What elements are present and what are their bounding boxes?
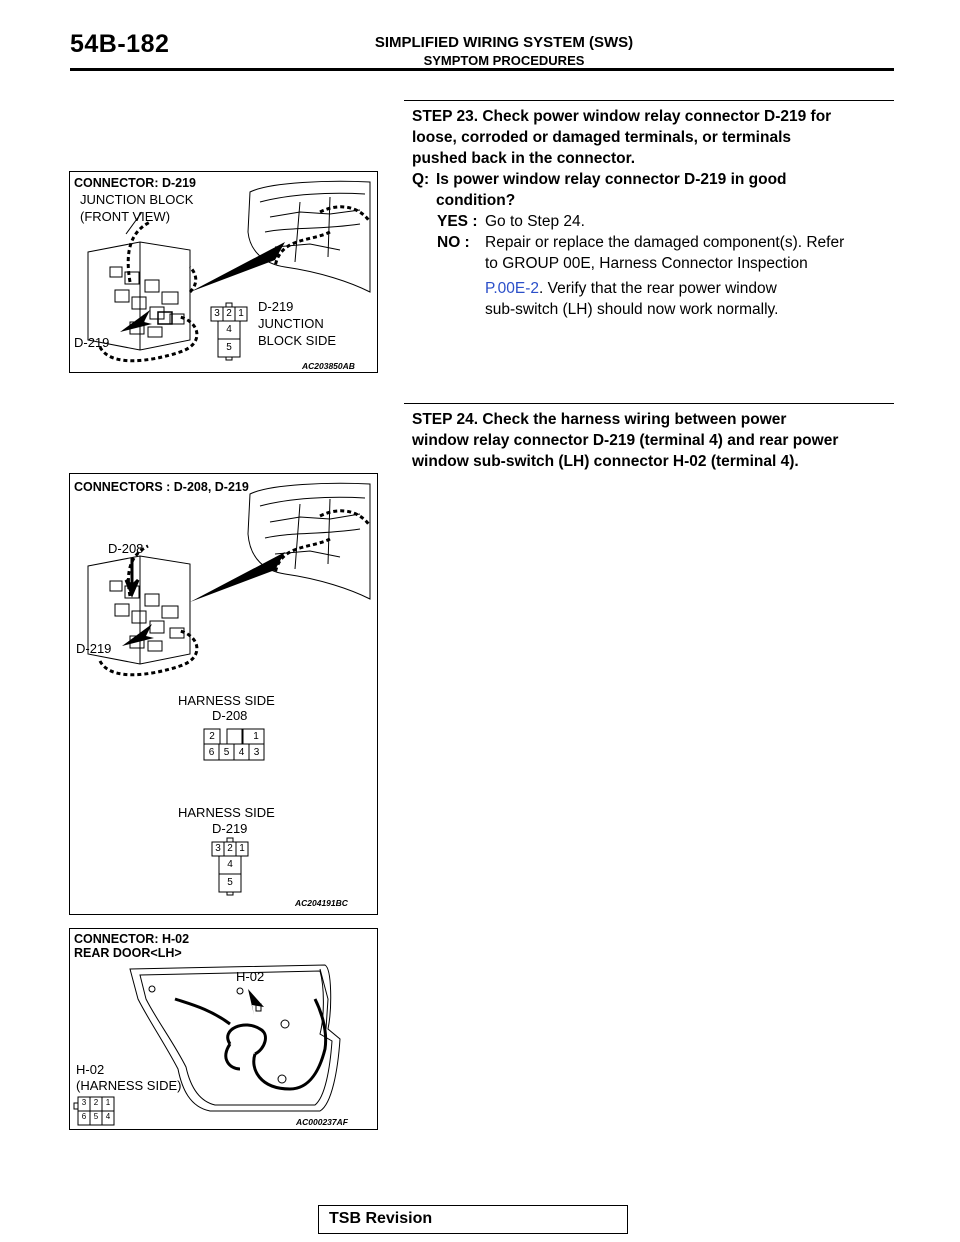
fig1-pin: 3 (214, 308, 220, 319)
tsb-revision-box (318, 1205, 628, 1234)
no-text: Repair or replace the damaged component(s). Refer to GROUP 00E, Harness Connector Inspection P.00E-2. Verify that the rear power window sub-switch (LH) should now work normally. (485, 234, 845, 318)
fig1-code: AC203850AB (302, 361, 355, 371)
fig2-harness1-a: HARNESS SIDE (178, 693, 275, 708)
fig1-title: CONNECTOR: D-219 (74, 176, 197, 190)
d219-pin: 4 (227, 859, 233, 870)
fig2-label-d219: D-219 (76, 641, 112, 656)
h02-pin: 4 (105, 1112, 111, 1121)
no-label: NO : (437, 234, 470, 251)
fig3-code: AC000237AF (296, 1117, 348, 1127)
fig3-title: CONNECTOR: H-02 (74, 932, 190, 946)
fig2-harness1-b: D-208 (212, 708, 248, 723)
step24-rule (404, 403, 894, 404)
d208-pin: 3 (253, 747, 260, 758)
d208-pin: 4 (238, 747, 245, 758)
d219-pin: 1 (239, 843, 245, 854)
tsb-revision-label: TSB Revision (329, 1210, 433, 1227)
d219-pin: 2 (227, 843, 233, 854)
fig1-side-3: BLOCK SIDE (258, 333, 337, 348)
fig2-label-d208: D-208 (108, 541, 144, 556)
figure-connectors-d208-d219 (69, 473, 378, 915)
step23-heading: STEP 23. Check power window relay connector D-219 for loose, corroded or damaged terminals, or terminals pushed back in the connector. (412, 108, 832, 167)
step23-rule (404, 100, 894, 101)
d208-pin: 6 (208, 747, 215, 758)
fig1-pin: 4 (226, 324, 232, 335)
d219-pin: 5 (227, 877, 233, 888)
fig2-harness2-b: D-219 (212, 821, 248, 836)
section-title: SIMPLIFIED WIRING SYSTEM (SWS) (374, 34, 634, 51)
fig1-pin: 5 (226, 342, 232, 353)
h02-pin: 3 (81, 1098, 87, 1107)
d208-pin: 2 (209, 731, 215, 742)
fig1-side-2: JUNCTION (258, 316, 324, 331)
step23-question: Is power window relay connector D-219 in good condition? (436, 171, 787, 209)
fig1-side-1: D-219 (258, 299, 294, 314)
section-subtitle: SYMPTOM PROCEDURES (423, 53, 585, 68)
fig2-harness2-a: HARNESS SIDE (178, 805, 275, 820)
figure-connector-d219 (69, 171, 378, 373)
fig1-pin: 1 (238, 308, 244, 319)
fig3-label-h02: H-02 (236, 969, 265, 984)
d208-pin: 1 (253, 731, 259, 742)
header-rule (70, 68, 894, 71)
page-number: 54B-182 (70, 30, 170, 58)
fig1-label-a: JUNCTION BLOCK (80, 192, 194, 207)
yes-text: Go to Step 24. (485, 213, 585, 230)
fig2-code: AC204191BC (295, 898, 348, 908)
d208-pin: 5 (223, 747, 230, 758)
figure-connector-h02 (69, 928, 378, 1130)
fig1-label-b: (FRONT VIEW) (80, 209, 171, 224)
yes-label: YES : (437, 213, 478, 230)
h02-pin: 2 (93, 1098, 99, 1107)
fig3-label-h02b: H-02 (76, 1062, 105, 1077)
fig3-label-harness: (HARNESS SIDE) (76, 1078, 182, 1093)
group-00e-link[interactable]: P.00E-2 (485, 280, 540, 297)
fig1-pin: 2 (226, 308, 232, 319)
fig1-label-d219: D-219 (74, 335, 110, 350)
step23-question-prefix: Q: (412, 171, 430, 188)
fig3-subtitle: REAR DOOR<LH> (74, 946, 182, 960)
fig2-title: CONNECTORS : D-208, D-219 (74, 480, 249, 494)
h02-pin: 1 (105, 1098, 111, 1107)
h02-pin: 6 (81, 1112, 87, 1121)
d219-pin: 3 (215, 843, 221, 854)
step24-heading: STEP 24. Check the harness wiring between power window relay connector D-219 (terminal 4) and rear power window sub-switch (LH) connector H-02 (terminal 4). (412, 411, 839, 470)
h02-pin: 5 (93, 1112, 99, 1121)
